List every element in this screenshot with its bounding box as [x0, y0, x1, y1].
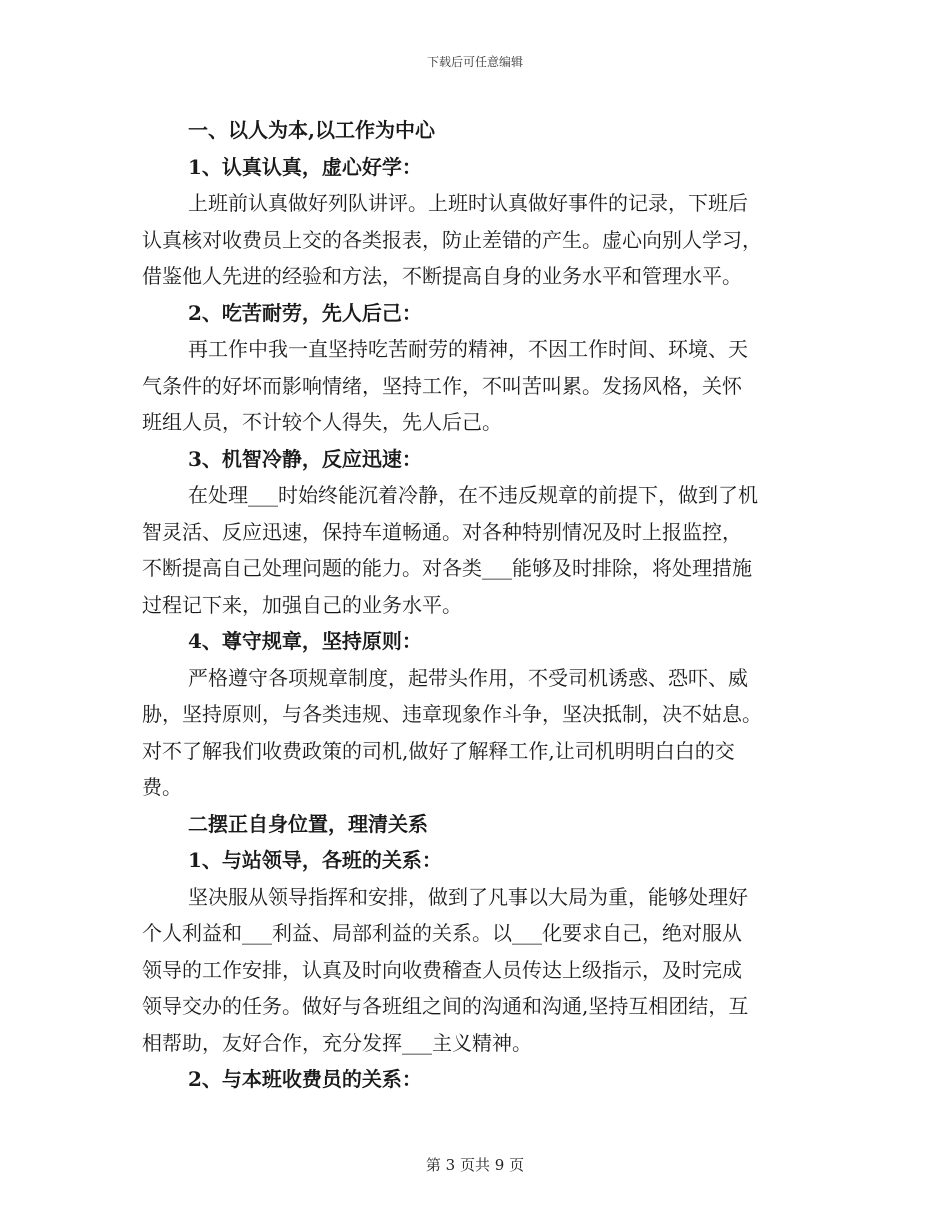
paragraph-line: 不断提高自己处理问题的能力。对各类___能够及时排除，将处理措施 [142, 556, 752, 580]
paragraph-line: 胁，坚持原则，与各类违规、违章现象作斗争，坚决抵制，决不姑息。 [142, 702, 762, 726]
section-heading-1: 一、以人为本,以工作为中心 [188, 118, 435, 142]
document-body [142, 112, 810, 1098]
subheading-1-3: 3、机智冷静，反应迅速： [188, 446, 422, 471]
subheading-2-1: 1、与站领导，各班的关系： [188, 848, 442, 872]
paragraph-line: 严格遵守各项规章制度，起带头作用，不受司机诱惑、恐吓、威 [188, 665, 748, 690]
subheading-2-2: 2、与本班收费员的关系： [188, 1067, 422, 1091]
paragraph-line: 领导交办的任务。做好与各班组之间的沟通和沟通,坚持互相团结，互 [142, 994, 749, 1018]
subheading-1-2: 2、吃苦耐劳，先人后己： [188, 300, 422, 325]
paragraph-line: 个人利益和___利益、局部利益的关系。以___化要求自己，绝对服从 [142, 921, 742, 945]
page-footer: 第 3 页共 9 页 [425, 1156, 525, 1174]
paragraph-line: 在处理___时始终能沉着冷静，在不违反规章的前提下，做到了机 [188, 483, 758, 507]
paragraph-line: 气条件的好坏而影响情绪，坚持工作，不叫苦叫累。发扬风格，关怀 [142, 373, 742, 398]
paragraph-line: 领导的工作安排，认真及时向收费稽查人员传达上级指示，及时完成 [142, 957, 742, 982]
paragraph-line: 智灵活、反应迅速，保持车道畅通。对各种特别情况及时上报监控， [142, 519, 742, 544]
paragraph-line: 对不了解我们收费政策的司机,做好了解释工作,让司机明明白白的交 [142, 738, 735, 763]
paragraph-line: 费。 [142, 775, 182, 799]
paragraph-line: 坚决服从领导指挥和安排，做到了凡事以大局为重，能够处理好 [188, 884, 748, 909]
paragraph-line: 过程记下来，加强自己的业务水平。 [142, 592, 462, 617]
paragraph-line: 相帮助，友好合作，充分发挥___主义精神。 [142, 1030, 532, 1055]
paragraph-line: 再工作中我一直坚持吃苦耐劳的精神，不因工作时间、环境、天 [188, 337, 748, 361]
paragraph-line: 认真核对收费员上交的各类报表，防止差错的产生。虚心向别人学习， [142, 227, 762, 252]
subheading-1-1: 1、认真认真，虚心好学： [188, 154, 422, 179]
paragraph-line: 班组人员，不计较个人得失，先人后己。 [142, 410, 502, 434]
section-heading-2: 二摆正自身位置，理清关系 [188, 811, 428, 836]
header-note: 下载后可任意编辑 [426, 55, 523, 69]
paragraph-line: 上班前认真做好列队讲评。上班时认真做好事件的记录，下班后 [188, 191, 748, 215]
paragraph-line: 借鉴他人先进的经验和方法，不断提高自身的业务水平和管理水平。 [142, 264, 742, 288]
subheading-1-4: 4、尊守规章，坚持原则： [188, 629, 422, 653]
